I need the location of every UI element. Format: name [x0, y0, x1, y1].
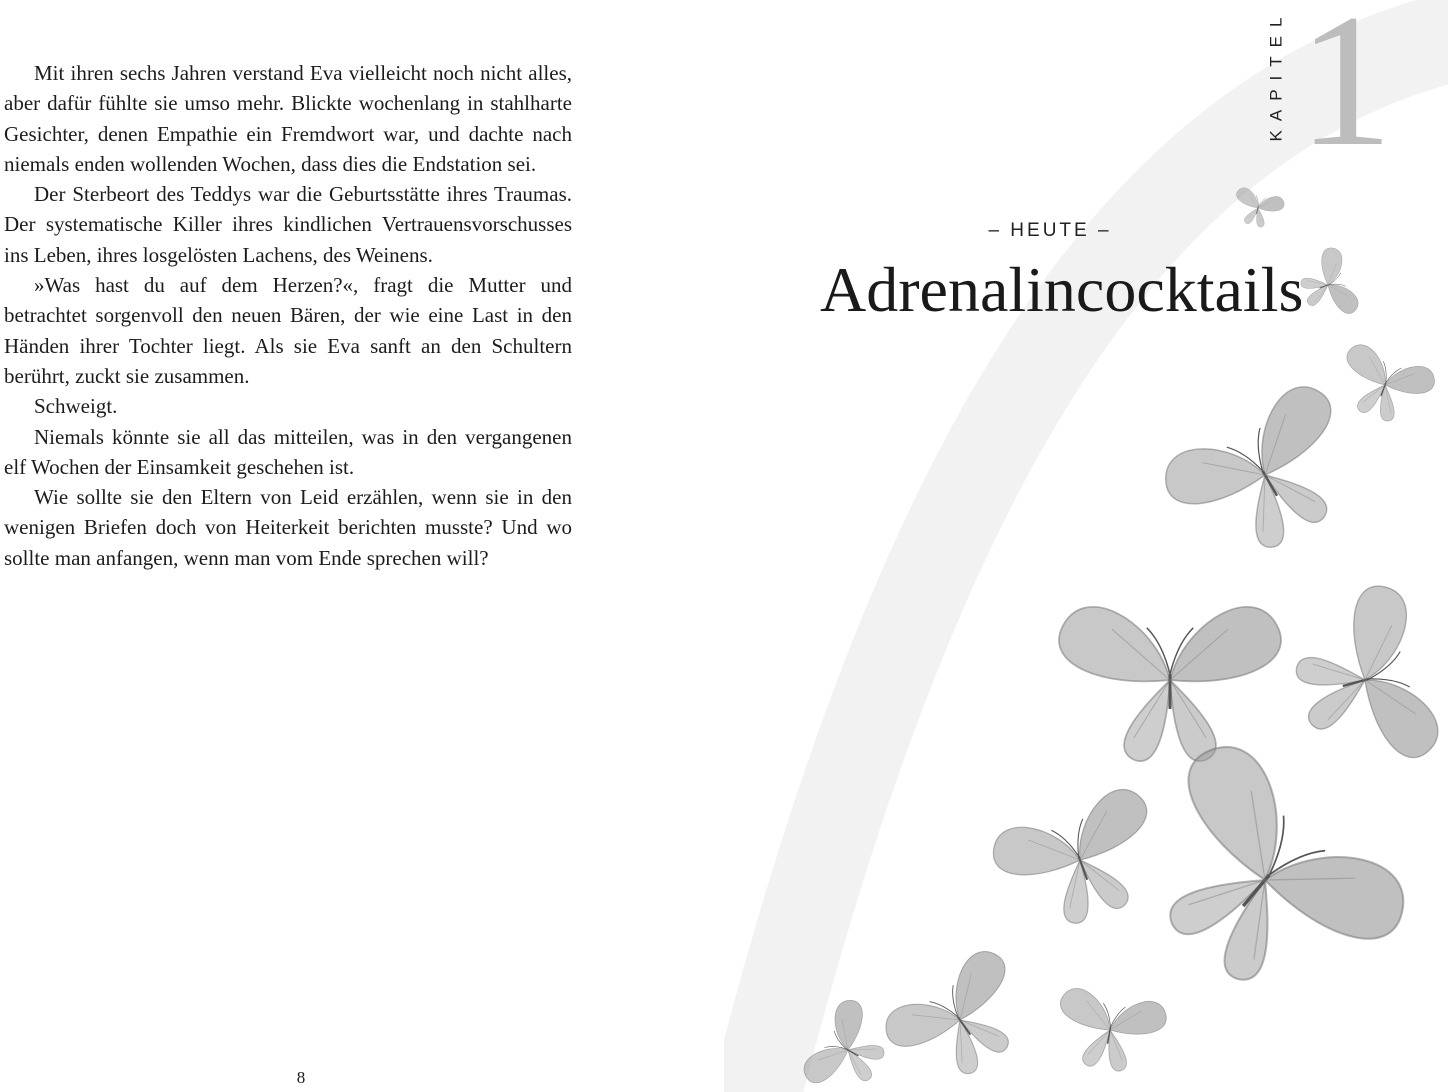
chapter-number: 1	[1298, 0, 1393, 186]
section-label: – HEUTE –	[988, 220, 1112, 241]
paragraph: Der Sterbeort des Teddys war die Geburtsstätte ihres Traumas. Der systematische Killer ihres kindlichen Vertrauensvorschusses ins Leben, ihres losgelösten Lachens, des Weinens.	[4, 182, 572, 267]
paragraph: »Was hast du auf dem Herzen?«, fragt die Mutter und betrachtet sorgenvoll den neuen Bären, der wie eine Last in den Händen ihrer Tochter liegt. Als sie Eva sanft an den Schultern berührt, zuckt sie zusammen.	[4, 273, 572, 388]
chapter-title: Adrenalincocktails	[820, 254, 1304, 325]
paragraph: Wie sollte sie den Eltern von Leid erzählen, wenn sie in den wenigen Briefen doch von Heiterkeit berichten musste? Und wo sollte man anfangen, wenn man vom Ende sprechen will?	[4, 485, 572, 570]
butterfly	[1050, 986, 1168, 1078]
page-number: 8	[296, 1068, 306, 1087]
paragraph: Mit ihren sechs Jahren verstand Eva vielleicht noch nicht alles, aber dafür fühlte sie umso mehr. Blickte wochenlang in stahlharte Gesichter, denen Empathie ein Fremdwort war, und dachte nach niemals enden wollenden Wochen, dass dies die Endstation sei.	[4, 61, 572, 176]
chapter-label-vertical	[1263, 0, 1289, 150]
butterfly	[1280, 580, 1444, 782]
butterfly	[1155, 377, 1378, 579]
butterfly	[878, 943, 1046, 1092]
paragraph: Schweigt.	[34, 394, 118, 419]
paragraph: Niemals könnte sie all das mitteilen, was in den vergangenen elf Wochen der Einsamkeit geschehen ist.	[4, 424, 572, 479]
butterfly	[1059, 607, 1281, 761]
butterfly	[1104, 731, 1420, 1037]
chapter-word: KAPITEL	[1266, 8, 1286, 142]
butterfly	[1330, 341, 1438, 432]
butterfly	[986, 783, 1175, 943]
body-text	[4, 58, 572, 573]
butterfly	[1230, 186, 1286, 232]
